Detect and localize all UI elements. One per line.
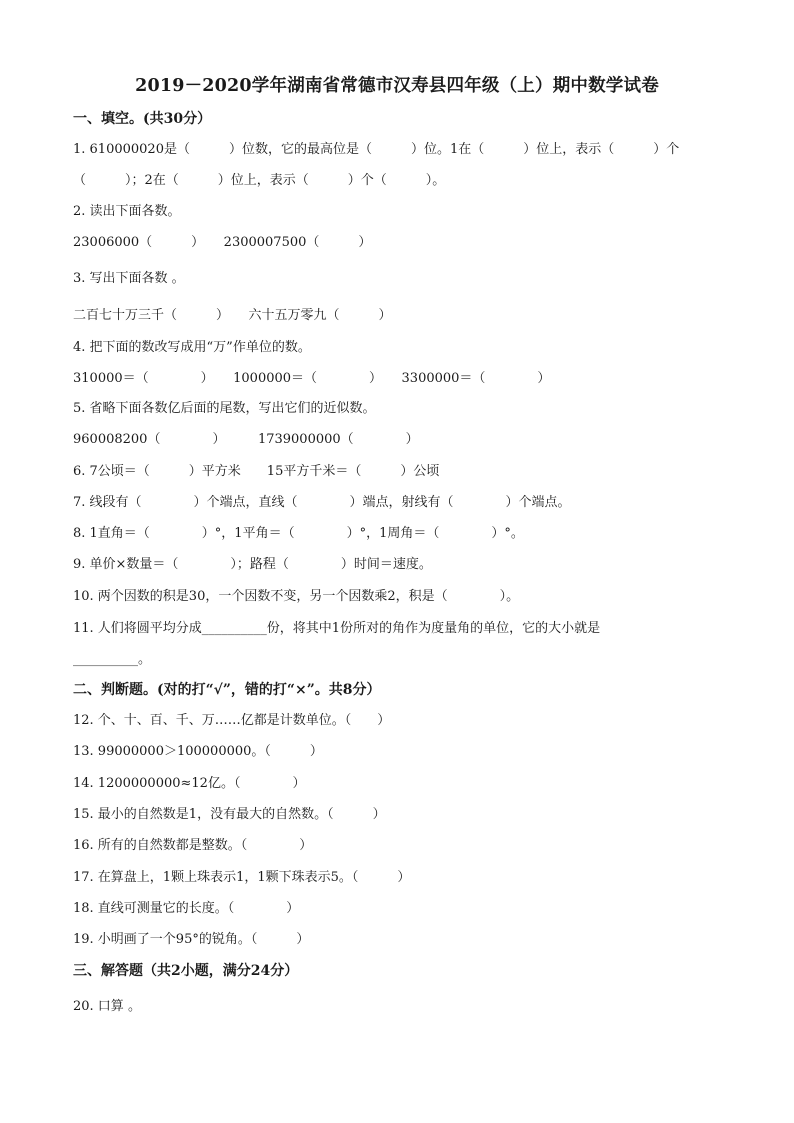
question-line: 4. 把下面的数改写成用“万”作单位的数。 [73, 340, 311, 355]
question-line: 5. 省略下面各数亿后面的尾数，写出它们的近似数。 [73, 401, 376, 416]
question-line: 2. 读出下面各数。 [73, 204, 181, 219]
question-line: 960008200（ ） 1739000000（ ） [73, 432, 419, 447]
question-line: 18. 直线可测量它的长度。（ ） [73, 901, 300, 916]
question-line: 17. 在算盘上，1颗上珠表示1，1颗下珠表示5。（ ） [73, 870, 411, 885]
question-line: 23006000（ ） 2300007500（ ） [73, 235, 372, 250]
question-line: 9. 单价×数量＝（ ）；路程（ ）时间＝速度。 [73, 557, 432, 572]
section-heading-true-false: 二、判断题。(对的打“√”，错的打“×”。共8分） [73, 682, 381, 698]
question-line: 310000＝（ ） 1000000＝（ ） 3300000＝（ ） [73, 371, 551, 386]
exam-title: 2019－2020学年湖南省常德市汉寿县四年级（上）期中数学试卷 [135, 76, 659, 96]
question-line: 8. 1直角＝（ ）°，1平角＝（ ）°，1周角＝（ ）°。 [73, 526, 524, 541]
question-line: 6. 7公顷＝（ ）平方米 15平方千米＝（ ）公顷 [73, 464, 440, 479]
question-line: 10. 两个因数的积是30，一个因数不变，另一个因数乘2，积是（ ）。 [73, 589, 520, 604]
section-heading-fill-blanks: 一、填空。(共30分） [73, 111, 212, 127]
question-line: 11. 人们将圆平均分成__________份，将其中1份所对的角作为度量角的单位，它的大小就是 [73, 621, 601, 636]
question-line: 12. 个、十、百、千、万……亿都是计数单位。（ ） [73, 713, 391, 728]
question-line: 二百七十万三千（ ） 六十五万零九（ ） [73, 308, 392, 323]
question-line: 3. 写出下面各数 。 [73, 271, 185, 286]
question-line: 16. 所有的自然数都是整数。（ ） [73, 838, 313, 853]
question-line: 1. 610000020是（ ）位数，它的最高位是（ ）位。1在（ ）位上，表示（ ）个 [73, 142, 680, 157]
question-line: 14. 1200000000≈12亿。（ ） [73, 776, 306, 791]
question-line: 19. 小明画了一个95°的锐角。（ ） [73, 932, 310, 947]
section-heading-solve: 三、解答题（共2小题，满分24分） [73, 963, 299, 979]
question-line: 13. 99000000＞100000000。（ ） [73, 744, 323, 759]
question-line: 7. 线段有（ ）个端点，直线（ ）端点，射线有（ ）个端点。 [73, 495, 571, 510]
question-line: __________。 [73, 652, 152, 667]
question-line: （ ）；2在（ ）位上，表示（ ）个（ ）。 [73, 173, 446, 188]
question-line: 15. 最小的自然数是1，没有最大的自然数。（ ） [73, 807, 386, 822]
question-line: 20. 口算 。 [73, 999, 141, 1014]
